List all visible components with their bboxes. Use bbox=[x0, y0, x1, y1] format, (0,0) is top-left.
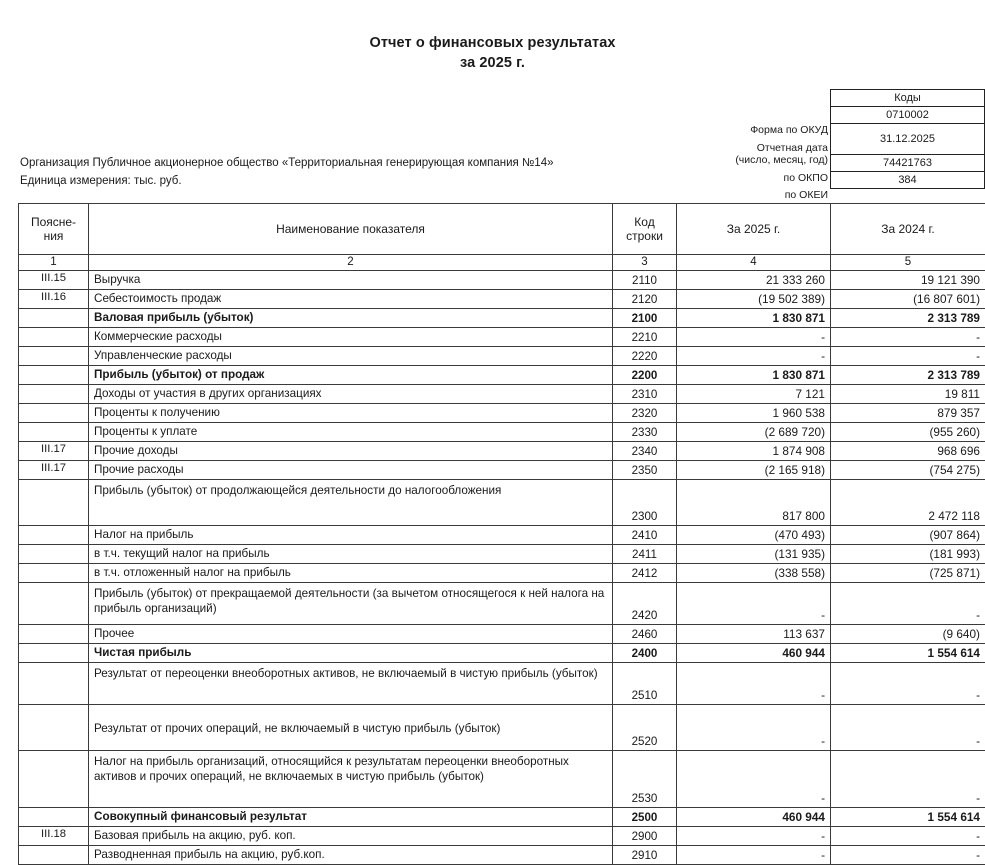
cell-explanation bbox=[19, 545, 89, 564]
organization-name: Организация Публичное акционерное общество «Территориальная генерирующая компания №14» bbox=[20, 155, 553, 173]
column-header-explanations-line2: ния bbox=[44, 229, 64, 243]
codes-label-report-date-line1: Отчетная дата bbox=[757, 143, 828, 155]
cell-line-code: 2530 bbox=[613, 751, 677, 808]
cell-line-code: 2900 bbox=[613, 827, 677, 846]
table-row bbox=[19, 423, 985, 442]
cell-line-code: 2910 bbox=[613, 846, 677, 865]
cell-explanation bbox=[19, 480, 89, 526]
cell-value-previous-year: (16 807 601) bbox=[831, 290, 985, 309]
table-header-row bbox=[19, 204, 985, 255]
cell-value-previous-year: - bbox=[831, 827, 985, 846]
cell-value-current-year: 817 800 bbox=[677, 480, 831, 526]
cell-indicator-name: Выручка bbox=[89, 271, 613, 290]
cell-value-previous-year: - bbox=[831, 705, 985, 751]
table-row bbox=[19, 751, 985, 808]
cell-value-current-year: - bbox=[677, 663, 831, 705]
column-number-2: 2 bbox=[89, 255, 613, 271]
cell-explanation bbox=[19, 385, 89, 404]
codes-value-okei: 384 bbox=[831, 172, 985, 189]
cell-value-current-year: - bbox=[677, 705, 831, 751]
cell-value-previous-year: 1 554 614 bbox=[831, 644, 985, 663]
codes-label-okpo: по ОКПО bbox=[700, 170, 830, 187]
cell-value-previous-year: 2 472 118 bbox=[831, 480, 985, 526]
page-title bbox=[0, 0, 985, 73]
cell-indicator-name: в т.ч. текущий налог на прибыль bbox=[89, 545, 613, 564]
cell-indicator-name: Проценты к получению bbox=[89, 404, 613, 423]
table-row bbox=[19, 309, 985, 328]
codes-header-cell: Коды bbox=[831, 90, 985, 107]
cell-line-code: 2350 bbox=[613, 461, 677, 480]
cell-indicator-name: Налог на прибыль организаций, относящийся к результатам переоценки внеоборотных активов и прочих операций, не включаемых в чистую прибыль (убыток) bbox=[89, 751, 613, 808]
cell-line-code: 2410 bbox=[613, 526, 677, 545]
cell-explanation: III.18 bbox=[19, 827, 89, 846]
cell-line-code: 2500 bbox=[613, 808, 677, 827]
cell-value-previous-year: 2 313 789 bbox=[831, 309, 985, 328]
cell-value-current-year: (2 165 918) bbox=[677, 461, 831, 480]
cell-value-previous-year: - bbox=[831, 328, 985, 347]
cell-value-current-year: - bbox=[677, 846, 831, 865]
table-row bbox=[19, 290, 985, 309]
codes-row-report-date bbox=[831, 124, 985, 155]
table-body bbox=[19, 271, 985, 865]
table-row bbox=[19, 366, 985, 385]
cell-line-code: 2220 bbox=[613, 347, 677, 366]
codes-table bbox=[830, 89, 985, 189]
cell-explanation bbox=[19, 309, 89, 328]
cell-value-previous-year: 879 357 bbox=[831, 404, 985, 423]
cell-indicator-name: Управленческие расходы bbox=[89, 347, 613, 366]
cell-explanation bbox=[19, 808, 89, 827]
table-column-numbers-row bbox=[19, 255, 985, 271]
cell-explanation bbox=[19, 366, 89, 385]
cell-value-previous-year: - bbox=[831, 347, 985, 366]
cell-value-current-year: - bbox=[677, 328, 831, 347]
cell-value-current-year: (2 689 720) bbox=[677, 423, 831, 442]
cell-line-code: 2520 bbox=[613, 705, 677, 751]
cell-explanation bbox=[19, 564, 89, 583]
table-row bbox=[19, 385, 985, 404]
cell-value-previous-year: (907 864) bbox=[831, 526, 985, 545]
cell-indicator-name: Совокупный финансовый результат bbox=[89, 808, 613, 827]
cell-line-code: 2300 bbox=[613, 480, 677, 526]
cell-explanation bbox=[19, 526, 89, 545]
column-number-3: 3 bbox=[613, 255, 677, 271]
column-number-4: 4 bbox=[677, 255, 831, 271]
table-row bbox=[19, 526, 985, 545]
cell-value-current-year: 21 333 260 bbox=[677, 271, 831, 290]
organization-info bbox=[20, 155, 553, 191]
cell-value-current-year: 1 830 871 bbox=[677, 309, 831, 328]
cell-value-previous-year: (955 260) bbox=[831, 423, 985, 442]
cell-line-code: 2100 bbox=[613, 309, 677, 328]
cell-value-previous-year: 968 696 bbox=[831, 442, 985, 461]
cell-indicator-name: Себестоимость продаж bbox=[89, 290, 613, 309]
codes-label-okud: Форма по ОКУД bbox=[700, 122, 830, 139]
cell-explanation bbox=[19, 583, 89, 625]
cell-indicator-name: Прочие доходы bbox=[89, 442, 613, 461]
cell-value-previous-year: - bbox=[831, 751, 985, 808]
table-row bbox=[19, 404, 985, 423]
cell-value-current-year: - bbox=[677, 347, 831, 366]
cell-line-code: 2412 bbox=[613, 564, 677, 583]
codes-row-okpo bbox=[831, 155, 985, 172]
table-row bbox=[19, 827, 985, 846]
cell-value-previous-year: - bbox=[831, 846, 985, 865]
cell-indicator-name: Проценты к уплате bbox=[89, 423, 613, 442]
codes-value-okud: 0710002 bbox=[831, 107, 985, 124]
cell-value-current-year: 113 637 bbox=[677, 625, 831, 644]
table-row bbox=[19, 442, 985, 461]
column-header-indicator: Наименование показателя bbox=[89, 204, 613, 255]
cell-indicator-name: Прибыль (убыток) от прекращаемой деятельности (за вычетом относящегося к ней налога на прибыль организаций) bbox=[89, 583, 613, 625]
cell-value-current-year: - bbox=[677, 827, 831, 846]
cell-value-current-year: (338 558) bbox=[677, 564, 831, 583]
cell-explanation: III.16 bbox=[19, 290, 89, 309]
unit-of-measure: Единица измерения: тыс. руб. bbox=[20, 173, 553, 191]
cell-value-current-year: (131 935) bbox=[677, 545, 831, 564]
financial-results-table bbox=[18, 203, 985, 865]
table-row bbox=[19, 705, 985, 751]
codes-row-okei bbox=[831, 172, 985, 189]
cell-indicator-name: Доходы от участия в других организациях bbox=[89, 385, 613, 404]
codes-box-labels bbox=[700, 89, 830, 204]
cell-value-current-year: 1 874 908 bbox=[677, 442, 831, 461]
cell-line-code: 2340 bbox=[613, 442, 677, 461]
cell-value-previous-year: (9 640) bbox=[831, 625, 985, 644]
codes-label-report-date-line2: (число, месяц, год) bbox=[735, 155, 828, 167]
cell-line-code: 2210 bbox=[613, 328, 677, 347]
column-header-explanations bbox=[19, 204, 89, 255]
cell-indicator-name: Результат от переоценки внеоборотных активов, не включаемый в чистую прибыль (убыток) bbox=[89, 663, 613, 705]
table-row bbox=[19, 545, 985, 564]
cell-value-current-year: 460 944 bbox=[677, 808, 831, 827]
column-header-previous-year: За 2024 г. bbox=[831, 204, 985, 255]
cell-indicator-name: Разводненная прибыль на акцию, руб.коп. bbox=[89, 846, 613, 865]
cell-explanation bbox=[19, 705, 89, 751]
cell-explanation bbox=[19, 644, 89, 663]
column-header-current-year: За 2025 г. bbox=[677, 204, 831, 255]
cell-explanation bbox=[19, 751, 89, 808]
cell-line-code: 2310 bbox=[613, 385, 677, 404]
table-row bbox=[19, 271, 985, 290]
cell-line-code: 2200 bbox=[613, 366, 677, 385]
cell-explanation bbox=[19, 663, 89, 705]
cell-value-previous-year: (181 993) bbox=[831, 545, 985, 564]
cell-indicator-name: Результат от прочих операций, не включаемый в чистую прибыль (убыток) bbox=[89, 705, 613, 751]
cell-explanation bbox=[19, 625, 89, 644]
cell-value-current-year: 7 121 bbox=[677, 385, 831, 404]
codes-label-okei: по ОКЕИ bbox=[700, 187, 830, 204]
table-row bbox=[19, 644, 985, 663]
cell-value-previous-year: (754 275) bbox=[831, 461, 985, 480]
table-header bbox=[19, 204, 985, 271]
cell-explanation bbox=[19, 404, 89, 423]
cell-line-code: 2320 bbox=[613, 404, 677, 423]
cell-line-code: 2510 bbox=[613, 663, 677, 705]
cell-line-code: 2330 bbox=[613, 423, 677, 442]
column-header-code bbox=[613, 204, 677, 255]
codes-row-okud bbox=[831, 107, 985, 124]
cell-line-code: 2120 bbox=[613, 290, 677, 309]
table-row bbox=[19, 625, 985, 644]
cell-explanation bbox=[19, 423, 89, 442]
cell-indicator-name: Налог на прибыль bbox=[89, 526, 613, 545]
table-row bbox=[19, 461, 985, 480]
table-row bbox=[19, 564, 985, 583]
cell-line-code: 2460 bbox=[613, 625, 677, 644]
cell-indicator-name: в т.ч. отложенный налог на прибыль bbox=[89, 564, 613, 583]
cell-value-previous-year: - bbox=[831, 663, 985, 705]
codes-box bbox=[700, 89, 985, 204]
codes-value-okpo: 74421763 bbox=[831, 155, 985, 172]
cell-line-code: 2420 bbox=[613, 583, 677, 625]
codes-label-report-date bbox=[700, 139, 830, 170]
cell-value-previous-year: 1 554 614 bbox=[831, 808, 985, 827]
cell-line-code: 2400 bbox=[613, 644, 677, 663]
table-row bbox=[19, 328, 985, 347]
cell-explanation: III.15 bbox=[19, 271, 89, 290]
table-row bbox=[19, 663, 985, 705]
cell-explanation bbox=[19, 846, 89, 865]
cell-value-current-year: - bbox=[677, 583, 831, 625]
cell-value-previous-year: - bbox=[831, 583, 985, 625]
codes-label-spacer bbox=[700, 105, 830, 122]
cell-value-current-year: 1 830 871 bbox=[677, 366, 831, 385]
cell-indicator-name: Базовая прибыль на акцию, руб. коп. bbox=[89, 827, 613, 846]
cell-indicator-name: Прибыль (убыток) от продолжающейся деятельности до налогообложения bbox=[89, 480, 613, 526]
cell-indicator-name: Прочие расходы bbox=[89, 461, 613, 480]
cell-line-code: 2110 bbox=[613, 271, 677, 290]
cell-value-previous-year: (725 871) bbox=[831, 564, 985, 583]
column-header-code-line2: строки bbox=[626, 229, 663, 243]
column-header-explanations-line1: Поясне- bbox=[31, 215, 76, 229]
cell-value-current-year: (19 502 389) bbox=[677, 290, 831, 309]
cell-explanation: III.17 bbox=[19, 461, 89, 480]
table-row bbox=[19, 583, 985, 625]
table-row bbox=[19, 347, 985, 366]
cell-value-current-year: (470 493) bbox=[677, 526, 831, 545]
cell-indicator-name: Валовая прибыль (убыток) bbox=[89, 309, 613, 328]
cell-line-code: 2411 bbox=[613, 545, 677, 564]
cell-indicator-name: Коммерческие расходы bbox=[89, 328, 613, 347]
cell-value-previous-year: 19 811 bbox=[831, 385, 985, 404]
cell-value-current-year: - bbox=[677, 751, 831, 808]
table-row bbox=[19, 480, 985, 526]
cell-indicator-name: Чистая прибыль bbox=[89, 644, 613, 663]
page-title-line2: за 2025 г. bbox=[0, 54, 985, 74]
cell-explanation bbox=[19, 347, 89, 366]
cell-explanation: III.17 bbox=[19, 442, 89, 461]
column-header-code-line1: Код bbox=[634, 215, 654, 229]
cell-value-previous-year: 2 313 789 bbox=[831, 366, 985, 385]
cell-explanation bbox=[19, 328, 89, 347]
cell-indicator-name: Прочее bbox=[89, 625, 613, 644]
cell-value-current-year: 1 960 538 bbox=[677, 404, 831, 423]
column-number-5: 5 bbox=[831, 255, 985, 271]
codes-row-header bbox=[831, 90, 985, 107]
column-number-1: 1 bbox=[19, 255, 89, 271]
cell-value-current-year: 460 944 bbox=[677, 644, 831, 663]
codes-value-report-date: 31.12.2025 bbox=[831, 124, 985, 155]
cell-value-previous-year: 19 121 390 bbox=[831, 271, 985, 290]
table-row bbox=[19, 808, 985, 827]
page-title-line1: Отчет о финансовых результатах bbox=[369, 35, 615, 51]
cell-indicator-name: Прибыль (убыток) от продаж bbox=[89, 366, 613, 385]
table-row bbox=[19, 846, 985, 865]
